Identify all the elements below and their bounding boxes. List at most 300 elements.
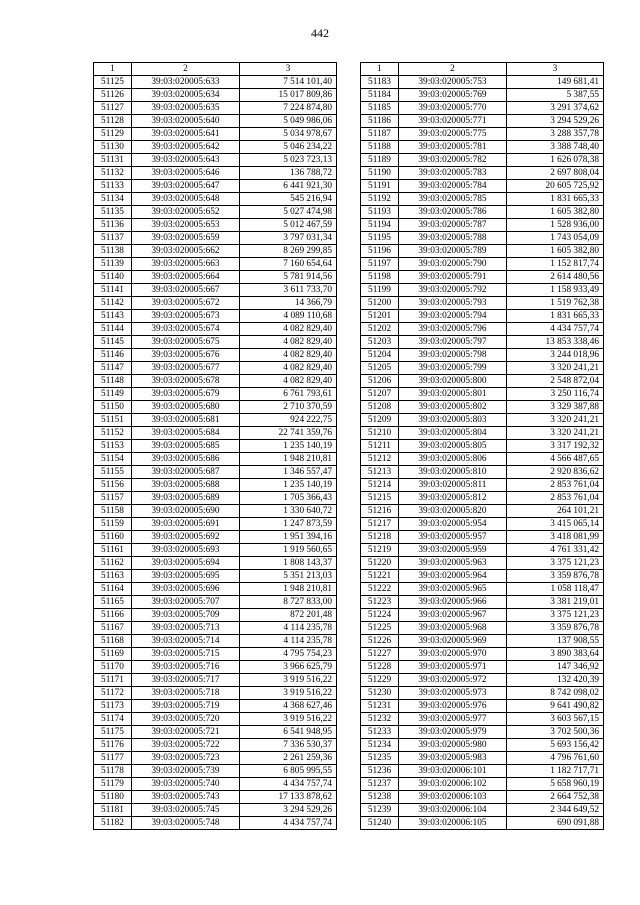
row-number: 51240 bbox=[361, 817, 399, 830]
cadastral-value: 3 294 529,26 bbox=[507, 115, 604, 128]
cadastral-value: 6 761 793,61 bbox=[240, 388, 337, 401]
cadastral-value: 3 320 241,21 bbox=[507, 427, 604, 440]
cadastral-number: 39:03:020005:977 bbox=[399, 713, 507, 726]
table-row bbox=[361, 531, 604, 544]
row-number: 51227 bbox=[361, 648, 399, 661]
cadastral-value: 4 089 110,68 bbox=[240, 310, 337, 323]
cadastral-value: 8 727 833,00 bbox=[240, 596, 337, 609]
cadastral-value: 4 082 829,40 bbox=[240, 349, 337, 362]
table-row bbox=[361, 167, 604, 180]
row-number: 51230 bbox=[361, 687, 399, 700]
row-number: 51137 bbox=[94, 232, 132, 245]
cadastral-value: 4 368 627,46 bbox=[240, 700, 337, 713]
cadastral-value: 8 742 098,02 bbox=[507, 687, 604, 700]
cadastral-value: 3 320 241,21 bbox=[507, 362, 604, 375]
row-number: 51196 bbox=[361, 245, 399, 258]
cadastral-number: 39:03:020005:640 bbox=[132, 115, 240, 128]
table-row bbox=[361, 674, 604, 687]
row-number: 51202 bbox=[361, 323, 399, 336]
cadastral-value: 5 027 474,98 bbox=[240, 206, 337, 219]
cadastral-number: 39:03:020005:718 bbox=[132, 687, 240, 700]
table-row bbox=[94, 817, 337, 830]
row-number: 51225 bbox=[361, 622, 399, 635]
table-row bbox=[94, 427, 337, 440]
cadastral-value: 4 082 829,40 bbox=[240, 323, 337, 336]
row-number: 51181 bbox=[94, 804, 132, 817]
table-row bbox=[361, 154, 604, 167]
cadastral-number: 39:03:020005:672 bbox=[132, 297, 240, 310]
cadastral-number: 39:03:020005:653 bbox=[132, 219, 240, 232]
table-row bbox=[361, 557, 604, 570]
row-number: 51154 bbox=[94, 453, 132, 466]
row-number: 51125 bbox=[94, 76, 132, 89]
cadastral-number: 39:03:020005:641 bbox=[132, 128, 240, 141]
row-number: 51148 bbox=[94, 375, 132, 388]
cadastral-number: 39:03:020005:963 bbox=[399, 557, 507, 570]
table-row bbox=[361, 752, 604, 765]
cadastral-number: 39:03:020005:966 bbox=[399, 596, 507, 609]
row-number: 51174 bbox=[94, 713, 132, 726]
row-number: 51142 bbox=[94, 297, 132, 310]
row-number: 51239 bbox=[361, 804, 399, 817]
cadastral-value: 1 951 394,16 bbox=[240, 531, 337, 544]
table-row bbox=[361, 791, 604, 804]
table-row bbox=[94, 674, 337, 687]
cadastral-value: 2 697 808,04 bbox=[507, 167, 604, 180]
table-row bbox=[361, 349, 604, 362]
cadastral-value: 4 082 829,40 bbox=[240, 375, 337, 388]
cadastral-number: 39:03:020005:968 bbox=[399, 622, 507, 635]
table-row bbox=[94, 297, 337, 310]
cadastral-number: 39:03:020005:983 bbox=[399, 752, 507, 765]
row-number: 51218 bbox=[361, 531, 399, 544]
row-number: 51158 bbox=[94, 505, 132, 518]
table-row bbox=[94, 323, 337, 336]
cadastral-value: 149 681,41 bbox=[507, 76, 604, 89]
cadastral-value: 5 693 156,42 bbox=[507, 739, 604, 752]
table-row bbox=[94, 570, 337, 583]
row-number: 51187 bbox=[361, 128, 399, 141]
cadastral-value: 1 808 143,37 bbox=[240, 557, 337, 570]
row-number: 51131 bbox=[94, 154, 132, 167]
table-row bbox=[94, 596, 337, 609]
table-row bbox=[361, 297, 604, 310]
cadastral-value: 1 519 762,38 bbox=[507, 297, 604, 310]
cadastral-value: 3 359 876,78 bbox=[507, 622, 604, 635]
cadastral-number: 39:03:020005:687 bbox=[132, 466, 240, 479]
table-header-row bbox=[94, 63, 337, 76]
row-number: 51168 bbox=[94, 635, 132, 648]
table-row bbox=[361, 375, 604, 388]
row-number: 51238 bbox=[361, 791, 399, 804]
cadastral-number: 39:03:020005:954 bbox=[399, 518, 507, 531]
row-number: 51233 bbox=[361, 726, 399, 739]
cadastral-number: 39:03:020005:692 bbox=[132, 531, 240, 544]
row-number: 51201 bbox=[361, 310, 399, 323]
row-number: 51140 bbox=[94, 271, 132, 284]
table-row bbox=[94, 622, 337, 635]
table-row bbox=[94, 583, 337, 596]
cadastral-value: 22 741 359,76 bbox=[240, 427, 337, 440]
cadastral-value: 1 346 557,47 bbox=[240, 466, 337, 479]
table-row bbox=[361, 388, 604, 401]
cadastral-number: 39:03:020005:967 bbox=[399, 609, 507, 622]
table-row bbox=[361, 193, 604, 206]
row-number: 51141 bbox=[94, 284, 132, 297]
cadastral-value: 3 329 387,88 bbox=[507, 401, 604, 414]
table-row bbox=[361, 479, 604, 492]
cadastral-value: 872 201,48 bbox=[240, 609, 337, 622]
cadastral-value: 3 603 567,15 bbox=[507, 713, 604, 726]
table-row bbox=[361, 570, 604, 583]
cadastral-value: 1 705 366,43 bbox=[240, 492, 337, 505]
cadastral-number: 39:03:020005:678 bbox=[132, 375, 240, 388]
row-number: 51231 bbox=[361, 700, 399, 713]
table-row bbox=[361, 115, 604, 128]
cadastral-value: 4 114 235,78 bbox=[240, 635, 337, 648]
table-row bbox=[94, 609, 337, 622]
cadastral-value: 5 658 960,19 bbox=[507, 778, 604, 791]
cadastral-value: 132 420,39 bbox=[507, 674, 604, 687]
cadastral-number: 39:03:020005:679 bbox=[132, 388, 240, 401]
table-row bbox=[94, 661, 337, 674]
row-number: 51192 bbox=[361, 193, 399, 206]
table-row bbox=[94, 440, 337, 453]
row-number: 51212 bbox=[361, 453, 399, 466]
cadastral-value: 4 082 829,40 bbox=[240, 336, 337, 349]
table-row bbox=[94, 401, 337, 414]
row-number: 51151 bbox=[94, 414, 132, 427]
row-number: 51127 bbox=[94, 102, 132, 115]
table-row bbox=[361, 206, 604, 219]
cadastral-number: 39:03:020005:675 bbox=[132, 336, 240, 349]
table-row bbox=[94, 557, 337, 570]
cadastral-number: 39:03:020005:964 bbox=[399, 570, 507, 583]
cadastral-value: 3 381 219,01 bbox=[507, 596, 604, 609]
row-number: 51133 bbox=[94, 180, 132, 193]
cadastral-value: 4 114 235,78 bbox=[240, 622, 337, 635]
table-row bbox=[94, 687, 337, 700]
row-number: 51162 bbox=[94, 557, 132, 570]
table-row bbox=[361, 817, 604, 830]
cadastral-value: 2 614 480,56 bbox=[507, 271, 604, 284]
cadastral-value: 1 235 140,19 bbox=[240, 479, 337, 492]
cadastral-number: 39:03:020005:652 bbox=[132, 206, 240, 219]
cadastral-number: 39:03:020006:101 bbox=[399, 765, 507, 778]
row-number: 51190 bbox=[361, 167, 399, 180]
cadastral-value: 2 261 259,36 bbox=[240, 752, 337, 765]
cadastral-number: 39:03:020005:806 bbox=[399, 453, 507, 466]
cadastral-value: 264 101,21 bbox=[507, 505, 604, 518]
row-number: 51138 bbox=[94, 245, 132, 258]
table-row bbox=[361, 609, 604, 622]
row-number: 51178 bbox=[94, 765, 132, 778]
cadastral-value: 3 890 383,64 bbox=[507, 648, 604, 661]
cadastral-number: 39:03:020005:720 bbox=[132, 713, 240, 726]
table-row bbox=[94, 804, 337, 817]
row-number: 51164 bbox=[94, 583, 132, 596]
row-number: 51215 bbox=[361, 492, 399, 505]
table-row bbox=[94, 544, 337, 557]
cadastral-value: 690 091,88 bbox=[507, 817, 604, 830]
cadastral-number: 39:03:020005:680 bbox=[132, 401, 240, 414]
cadastral-value: 2 344 649,52 bbox=[507, 804, 604, 817]
row-number: 51189 bbox=[361, 154, 399, 167]
cadastral-value: 5 046 234,22 bbox=[240, 141, 337, 154]
row-number: 51210 bbox=[361, 427, 399, 440]
row-number: 51183 bbox=[361, 76, 399, 89]
cadastral-number: 39:03:020005:647 bbox=[132, 180, 240, 193]
cadastral-number: 39:03:020005:770 bbox=[399, 102, 507, 115]
row-number: 51236 bbox=[361, 765, 399, 778]
table-row bbox=[94, 128, 337, 141]
cadastral-value: 137 908,55 bbox=[507, 635, 604, 648]
cadastral-number: 39:03:020005:965 bbox=[399, 583, 507, 596]
cadastral-value: 5 034 978,67 bbox=[240, 128, 337, 141]
cadastral-number: 39:03:020005:797 bbox=[399, 336, 507, 349]
row-number: 51235 bbox=[361, 752, 399, 765]
cadastral-number: 39:03:020005:781 bbox=[399, 141, 507, 154]
table-row bbox=[94, 362, 337, 375]
row-number: 51144 bbox=[94, 323, 132, 336]
row-number: 51216 bbox=[361, 505, 399, 518]
cadastral-number: 39:03:020005:972 bbox=[399, 674, 507, 687]
table-row bbox=[361, 310, 604, 323]
cadastral-number: 39:03:020005:685 bbox=[132, 440, 240, 453]
cadastral-number: 39:03:020005:664 bbox=[132, 271, 240, 284]
column-header-2: 2 bbox=[132, 63, 240, 76]
table-row bbox=[361, 323, 604, 336]
table-row bbox=[361, 648, 604, 661]
cadastral-number: 39:03:020006:105 bbox=[399, 817, 507, 830]
cadastral-number: 39:03:020005:648 bbox=[132, 193, 240, 206]
cadastral-value: 5 012 467,59 bbox=[240, 219, 337, 232]
cadastral-number: 39:03:020006:103 bbox=[399, 791, 507, 804]
table-row bbox=[361, 271, 604, 284]
table-row bbox=[361, 336, 604, 349]
cadastral-number: 39:03:020005:783 bbox=[399, 167, 507, 180]
row-number: 51146 bbox=[94, 349, 132, 362]
cadastral-value: 3 388 748,40 bbox=[507, 141, 604, 154]
row-number: 51207 bbox=[361, 388, 399, 401]
table-row bbox=[94, 310, 337, 323]
cadastral-number: 39:03:020005:798 bbox=[399, 349, 507, 362]
row-number: 51221 bbox=[361, 570, 399, 583]
row-number: 51234 bbox=[361, 739, 399, 752]
row-number: 51232 bbox=[361, 713, 399, 726]
cadastral-value: 3 250 116,74 bbox=[507, 388, 604, 401]
table-row bbox=[94, 206, 337, 219]
cadastral-value: 5 023 723,13 bbox=[240, 154, 337, 167]
row-number: 51222 bbox=[361, 583, 399, 596]
cadastral-number: 39:03:020005:677 bbox=[132, 362, 240, 375]
table-row bbox=[361, 622, 604, 635]
cadastral-value: 3 919 516,22 bbox=[240, 713, 337, 726]
cadastral-number: 39:03:020005:674 bbox=[132, 323, 240, 336]
cadastral-number: 39:03:020005:695 bbox=[132, 570, 240, 583]
cadastral-value: 4 434 757,74 bbox=[240, 778, 337, 791]
row-number: 51132 bbox=[94, 167, 132, 180]
column-header-1: 1 bbox=[361, 63, 399, 76]
cadastral-value: 3 359 876,78 bbox=[507, 570, 604, 583]
cadastral-value: 5 351 213,03 bbox=[240, 570, 337, 583]
cadastral-value: 1 831 665,33 bbox=[507, 310, 604, 323]
table-row bbox=[94, 388, 337, 401]
cadastral-value: 2 853 761,04 bbox=[507, 492, 604, 505]
cadastral-value: 7 514 101,40 bbox=[240, 76, 337, 89]
cadastral-value: 1 247 873,59 bbox=[240, 518, 337, 531]
table-row bbox=[94, 180, 337, 193]
table-row bbox=[94, 232, 337, 245]
table-row bbox=[94, 531, 337, 544]
cadastral-value: 3 611 733,70 bbox=[240, 284, 337, 297]
row-number: 51152 bbox=[94, 427, 132, 440]
table-row bbox=[94, 765, 337, 778]
cadastral-number: 39:03:020005:799 bbox=[399, 362, 507, 375]
cadastral-value: 1 605 382,80 bbox=[507, 245, 604, 258]
cadastral-number: 39:03:020005:663 bbox=[132, 258, 240, 271]
cadastral-value: 1 919 560,65 bbox=[240, 544, 337, 557]
cadastral-number: 39:03:020005:791 bbox=[399, 271, 507, 284]
cadastral-value: 4 566 487,65 bbox=[507, 453, 604, 466]
cadastral-value: 1 235 140,19 bbox=[240, 440, 337, 453]
cadastral-value: 20 605 725,92 bbox=[507, 180, 604, 193]
row-number: 51176 bbox=[94, 739, 132, 752]
cadastral-number: 39:03:020005:788 bbox=[399, 232, 507, 245]
cadastral-value: 1 330 640,72 bbox=[240, 505, 337, 518]
row-number: 51156 bbox=[94, 479, 132, 492]
cadastral-number: 39:03:020005:635 bbox=[132, 102, 240, 115]
cadastral-value: 1 626 078,38 bbox=[507, 154, 604, 167]
table-row bbox=[361, 258, 604, 271]
row-number: 51165 bbox=[94, 596, 132, 609]
cadastral-value: 3 320 241,21 bbox=[507, 414, 604, 427]
cadastral-value: 2 664 752,38 bbox=[507, 791, 604, 804]
table-header-row bbox=[361, 63, 604, 76]
cadastral-number: 39:03:020005:673 bbox=[132, 310, 240, 323]
row-number: 51175 bbox=[94, 726, 132, 739]
row-number: 51203 bbox=[361, 336, 399, 349]
table-row bbox=[94, 193, 337, 206]
cadastral-value: 3 797 031,34 bbox=[240, 232, 337, 245]
row-number: 51170 bbox=[94, 661, 132, 674]
table-row bbox=[94, 154, 337, 167]
row-number: 51199 bbox=[361, 284, 399, 297]
table-row bbox=[361, 700, 604, 713]
cadastral-value: 1 948 210,81 bbox=[240, 453, 337, 466]
cadastral-number: 39:03:020005:784 bbox=[399, 180, 507, 193]
table-row bbox=[361, 505, 604, 518]
cadastral-number: 39:03:020005:667 bbox=[132, 284, 240, 297]
table-row bbox=[94, 414, 337, 427]
cadastral-number: 39:03:020005:753 bbox=[399, 76, 507, 89]
row-number: 51184 bbox=[361, 89, 399, 102]
cadastral-value: 6 805 995,55 bbox=[240, 765, 337, 778]
cadastral-number: 39:03:020005:782 bbox=[399, 154, 507, 167]
row-number: 51136 bbox=[94, 219, 132, 232]
table-row bbox=[361, 401, 604, 414]
row-number: 51167 bbox=[94, 622, 132, 635]
cadastral-number: 39:03:020005:790 bbox=[399, 258, 507, 271]
cadastral-value: 2 920 836,62 bbox=[507, 466, 604, 479]
cadastral-number: 39:03:020005:688 bbox=[132, 479, 240, 492]
cadastral-number: 39:03:020005:634 bbox=[132, 89, 240, 102]
table-row bbox=[361, 765, 604, 778]
table-row bbox=[361, 635, 604, 648]
cadastral-number: 39:03:020005:717 bbox=[132, 674, 240, 687]
table-row bbox=[94, 518, 337, 531]
table-row bbox=[361, 128, 604, 141]
cadastral-value: 2 710 370,59 bbox=[240, 401, 337, 414]
page-number: 442 bbox=[311, 26, 329, 40]
cadastral-value: 3 375 121,23 bbox=[507, 557, 604, 570]
cadastral-value: 4 434 757,74 bbox=[240, 817, 337, 830]
table-row bbox=[361, 739, 604, 752]
row-number: 51219 bbox=[361, 544, 399, 557]
row-number: 51139 bbox=[94, 258, 132, 271]
cadastral-number: 39:03:020005:694 bbox=[132, 557, 240, 570]
cadastral-number: 39:03:020005:811 bbox=[399, 479, 507, 492]
cadastral-value: 3 317 192,32 bbox=[507, 440, 604, 453]
table-row bbox=[361, 466, 604, 479]
table-row bbox=[361, 76, 604, 89]
row-number: 51182 bbox=[94, 817, 132, 830]
row-number: 51229 bbox=[361, 674, 399, 687]
cadastral-number: 39:03:020005:801 bbox=[399, 388, 507, 401]
cadastral-value: 2 548 872,04 bbox=[507, 375, 604, 388]
row-number: 51180 bbox=[94, 791, 132, 804]
cadastral-value: 7 224 874,80 bbox=[240, 102, 337, 115]
cadastral-number: 39:03:020005:689 bbox=[132, 492, 240, 505]
row-number: 51143 bbox=[94, 310, 132, 323]
table-row bbox=[94, 726, 337, 739]
table-row bbox=[361, 453, 604, 466]
cadastral-value: 3 702 500,36 bbox=[507, 726, 604, 739]
row-number: 51161 bbox=[94, 544, 132, 557]
column-header-3: 3 bbox=[507, 63, 604, 76]
cadastral-number: 39:03:020005:804 bbox=[399, 427, 507, 440]
cadastral-number: 39:03:020005:714 bbox=[132, 635, 240, 648]
table-row bbox=[94, 336, 337, 349]
cadastral-value: 5 387,55 bbox=[507, 89, 604, 102]
cadastral-value: 1 948 210,81 bbox=[240, 583, 337, 596]
cadastral-value: 3 418 081,99 bbox=[507, 531, 604, 544]
cadastral-value: 1 528 936,00 bbox=[507, 219, 604, 232]
cadastral-value: 4 761 331,42 bbox=[507, 544, 604, 557]
cadastral-number: 39:03:020005:633 bbox=[132, 76, 240, 89]
cadastral-number: 39:03:020005:745 bbox=[132, 804, 240, 817]
cadastral-number: 39:03:020005:722 bbox=[132, 739, 240, 752]
table-row bbox=[361, 804, 604, 817]
cadastral-value: 13 853 338,46 bbox=[507, 336, 604, 349]
row-number: 51208 bbox=[361, 401, 399, 414]
cadastral-value: 5 781 914,56 bbox=[240, 271, 337, 284]
table-row bbox=[94, 791, 337, 804]
cadastral-value: 1 605 382,80 bbox=[507, 206, 604, 219]
cadastral-number: 39:03:020005:789 bbox=[399, 245, 507, 258]
cadastral-value: 3 919 516,22 bbox=[240, 687, 337, 700]
table-row bbox=[94, 453, 337, 466]
row-number: 51211 bbox=[361, 440, 399, 453]
table-row bbox=[361, 362, 604, 375]
cadastral-value: 1 058 118,47 bbox=[507, 583, 604, 596]
cadastral-number: 39:03:020005:976 bbox=[399, 700, 507, 713]
table-row bbox=[361, 544, 604, 557]
row-number: 51200 bbox=[361, 297, 399, 310]
row-number: 51177 bbox=[94, 752, 132, 765]
cadastral-number: 39:03:020005:681 bbox=[132, 414, 240, 427]
table-row bbox=[94, 349, 337, 362]
